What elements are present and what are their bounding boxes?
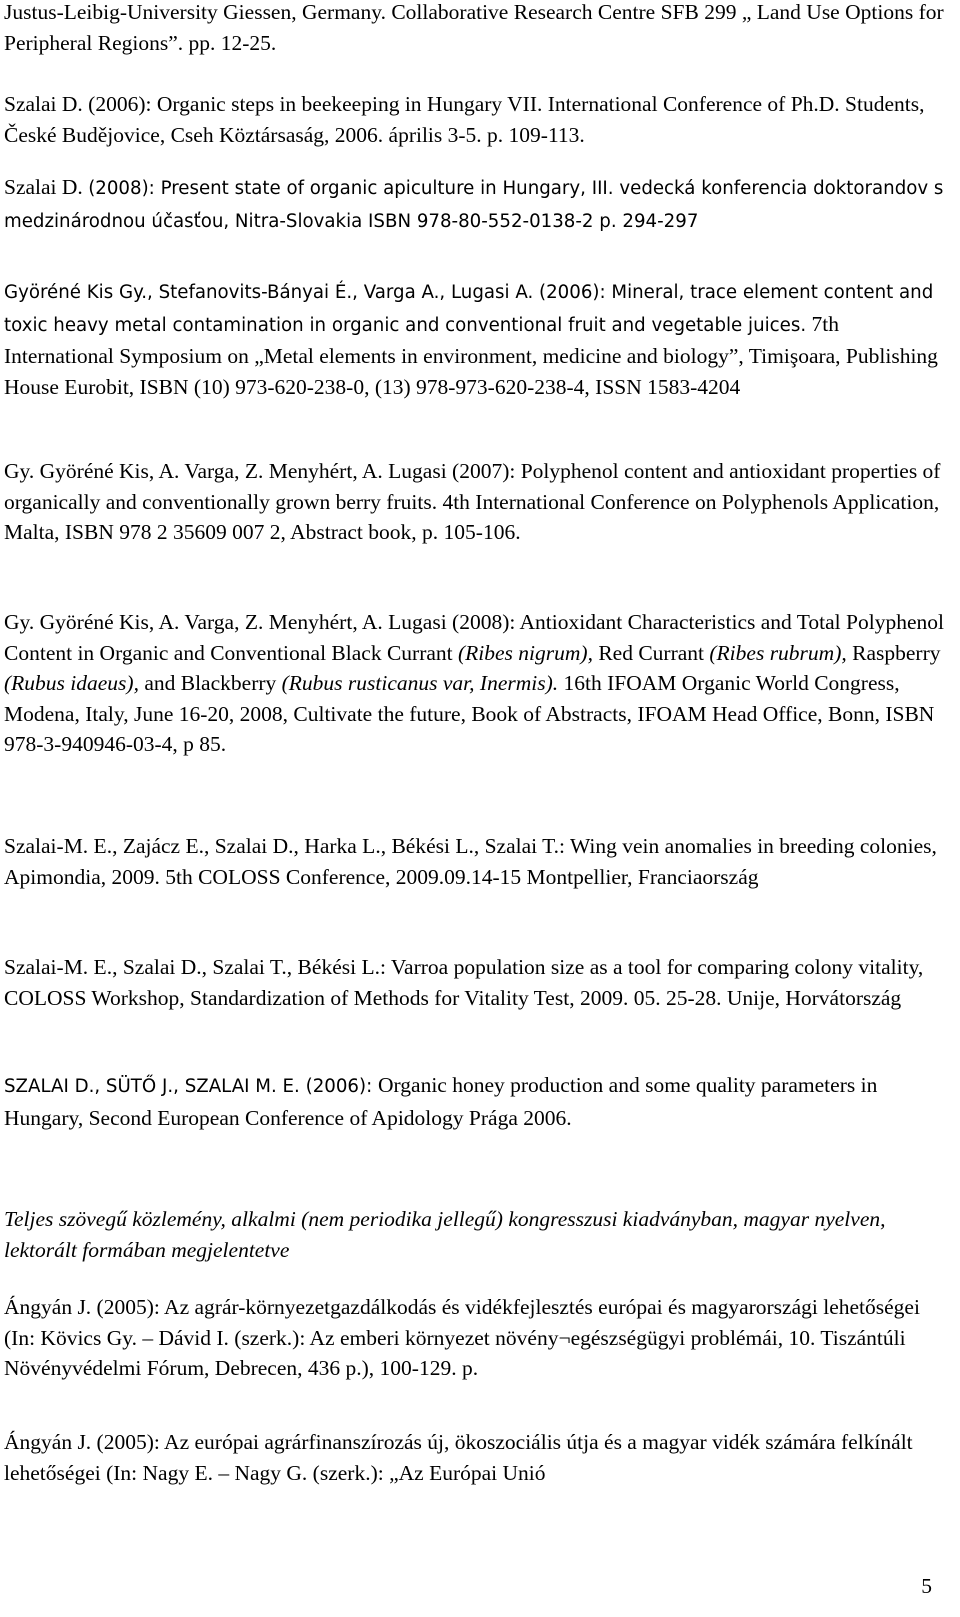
- reference-entry: Szalai D. (2006): Organic steps in beekeeping in Hungary VII. International Conference of Ph.D. Students, České Budějovice, Cseh Köztársaság, 2006. április 3-5. p. 109-113.: [4, 92, 925, 147]
- page-number: 5: [921, 1574, 932, 1598]
- reference-entry: Ángyán J. (2005): Az agrár-környezetgazdálkodás és vidékfejlesztés európai és magyarországi lehetőségei (In: Kövics Gy. – Dávid I. (szerk.): Az emberi környezet növény¬egészségügyi problémái, 10. Tiszántúli Növényvédelmi Fórum, Debrecen, 436 p.), 100-129. p.: [4, 1295, 920, 1380]
- species-name: (Rubus rusticanus var, Inermis).: [281, 671, 559, 695]
- reference-author: SZALAI D., SÜTŐ J., SZALAI M. E. (2006):: [4, 1076, 378, 1097]
- reference-entry: Justus-Leibig-University Giessen, Germany. Collaborative Research Centre SFB 299 „ Land Use Options for Peripheral Regions”. pp. 12-25.: [4, 0, 944, 55]
- species-name: (Ribes rubrum),: [709, 640, 847, 665]
- reference-entry: Gy. Györéné Kis, A. Varga, Z. Menyhért, A. Lugasi (2007): Polyphenol content and antioxidant properties of organically and conventionally grown berry fruits. 4th International Conference on Polyphenols Application, Malta, ISBN 978 2 35609 007 2, Abstract book, p. 105-106.: [4, 459, 941, 544]
- reference-text: Gy. Györéné Kis, A. Varga, Z. Menyhért, A. Lugasi (2008): Antioxidant Characteristics and Total Polyphenol Content in Organic and Conventional Black Currant: [4, 610, 944, 665]
- reference-entry: [4, 1070, 952, 1133]
- reference-text: Red Currant: [592, 640, 710, 665]
- species-name: (Ribes nigrum),: [458, 640, 593, 665]
- reference-entry: [4, 276, 952, 402]
- reference-part-b: 7th International Symposium on „Metal elements in environment, medicine and biology”, Timişoara, Publishing House Eurobit, ISBN (10) 973-620-238-0, (13) 978-973-620-238-4, ISSN 1583-4204: [4, 311, 938, 399]
- reference-entry: Ángyán J. (2005): Az európai agrárfinanszírozás új, ökoszociális útja és a magyar vidék számára felkínált lehetőségei (In: Nagy E. – Nagy G. (szerk.): „Az Európai Unió: [4, 1430, 913, 1485]
- reference-entry: [4, 607, 952, 760]
- reference-text: 16th IFOAM Organic World Congress, Modena, Italy, June 16-20, 2008, Cultivate the future, Book of Abstracts, IFOAM Head Office, Bonn, ISBN 978-3-940946-03-4, p 85.: [4, 671, 935, 756]
- reference-body: (2008): Present state of organic apiculture in Hungary, III. vedecká konferencia doktorandov s medzinárodnou účasťou, Nitra-Slovakia ISBN 978-80-552-0138-2 p. 294-297: [4, 178, 944, 232]
- species-name: (Rubus idaeus),: [4, 671, 139, 695]
- reference-text: Raspberry: [846, 640, 941, 665]
- reference-entry: Szalai-M. E., Zajácz E., Szalai D., Harka L., Békési L., Szalai T.: Wing vein anomalies in breeding colonies, Apimondia, 2009. 5th COLOSS Conference, 2009.09.14-15 Montpellier, Franciaország: [4, 834, 937, 889]
- reference-body: Organic honey production and some quality parameters in Hungary, Second European Conference of Apidology Prága 2006.: [4, 1073, 878, 1130]
- section-heading: Teljes szövegű közlemény, alkalmi (nem periodika jellegű) kongresszusi kiadványban, magyar nyelven, lektorált formában megjelentetve: [4, 1207, 886, 1262]
- reference-part-a: Györéné Kis Gy., Stefanovits-Bányai É., Varga A., Lugasi A. (2006): Mineral, trace element content and toxic heavy metal contamination in organic and conventional fruit and vegetable juices.: [4, 282, 934, 336]
- reference-author: Szalai D.: [4, 175, 89, 199]
- reference-text: and Blackberry: [138, 671, 282, 695]
- reference-entry: Szalai-M. E., Szalai D., Szalai T., Békési L.: Varroa population size as a tool for comparing colony vitality, COLOSS Workshop, Standardization of Methods for Vitality Test, 2009. 05. 25-28. Unije, Horvátország: [4, 955, 924, 1010]
- reference-entry: [4, 172, 952, 237]
